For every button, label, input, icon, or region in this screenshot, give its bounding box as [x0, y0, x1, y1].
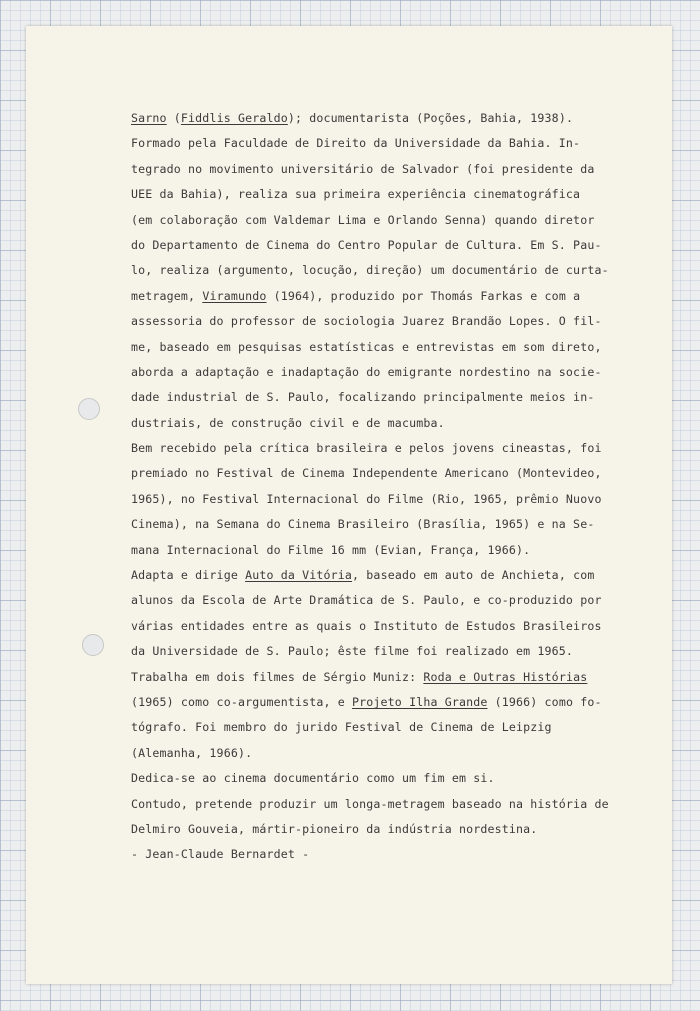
text-segment: , baseado em auto de Anchieta, com — [352, 568, 595, 583]
text-line — [131, 538, 651, 563]
text-segment: Cinema), na Semana do Cinema Brasileiro (Brasília, 1965) e na Se- — [131, 517, 595, 532]
text-line — [131, 360, 651, 385]
text-line — [131, 461, 651, 486]
text-segment: lo, realiza (argumento, locução, direção) um documentário de curta- — [131, 263, 609, 278]
underlined-title: Projeto Ilha Grande — [352, 694, 488, 709]
text-line — [131, 614, 651, 639]
text-line — [131, 436, 651, 461]
typewritten-text-body — [131, 106, 651, 868]
underlined-title: Auto da Vitória — [245, 568, 353, 583]
text-segment: Delmiro Gouveia, mártir-pioneiro da indústria nordestina. — [131, 821, 538, 836]
text-segment: Trabalha em dois filmes de Sérgio Muniz: — [131, 669, 424, 684]
text-line — [131, 258, 651, 283]
text-line — [131, 766, 651, 791]
text-segment: (1965) como co-argumentista, e — [131, 694, 353, 709]
punch-hole — [82, 634, 104, 656]
text-segment: Bem recebido pela crítica brasileira e pelos jovens cineastas, foi — [131, 441, 602, 456]
text-segment: (Alemanha, 1966). — [131, 745, 253, 760]
punch-hole — [78, 398, 100, 420]
text-line — [131, 690, 651, 715]
text-segment: mana Internacional do Filme 16 mm (Evian, França, 1966). — [131, 542, 531, 557]
text-line — [131, 208, 651, 233]
text-segment: dade industrial de S. Paulo, focalizando principalmente meios in- — [131, 390, 595, 405]
text-segment: (em colaboração com Valdemar Lima e Orlando Senna) quando diretor — [131, 212, 595, 227]
text-line — [131, 817, 651, 842]
text-line — [131, 487, 651, 512]
underlined-title: Sarno — [131, 111, 167, 125]
text-line — [131, 335, 651, 360]
text-line — [131, 131, 651, 156]
text-segment: ( — [166, 111, 181, 125]
text-segment: tógrafo. Foi membro do jurido Festival de Cinema de Leipzig — [131, 720, 552, 735]
text-segment: assessoria do professor de sociologia Juarez Brandão Lopes. O fil- — [131, 314, 602, 329]
text-segment: Dedica-se ao cinema documentário como um fim em si. — [131, 771, 495, 786]
text-line — [131, 309, 651, 334]
text-segment: tegrado no movimento universitário de Salvador (foi presidente da — [131, 161, 595, 176]
text-line — [131, 842, 651, 867]
text-segment: da Universidade de S. Paulo; êste filme foi realizado em 1965. — [131, 644, 574, 659]
text-segment: - Jean-Claude Bernardet - — [131, 847, 310, 862]
text-segment: Contudo, pretende produzir um longa-metragem baseado na história de — [131, 796, 609, 811]
text-line — [131, 157, 651, 182]
text-segment: aborda a adaptação e inadaptação do emigrante nordestino na socie- — [131, 364, 602, 379]
text-line — [131, 385, 651, 410]
text-line — [131, 284, 651, 309]
text-segment: do Departamento de Cinema do Centro Popular de Cultura. Em S. Pau- — [131, 237, 602, 252]
text-segment: Adapta e dirige — [131, 568, 246, 583]
text-segment: (1966) como fo- — [487, 694, 602, 709]
text-segment: metragem, — [131, 288, 203, 303]
text-segment: ); documentarista (Poções, Bahia, 1938). — [287, 111, 574, 125]
text-segment: Formado pela Faculdade de Direito da Universidade da Bahia. In- — [131, 136, 581, 151]
underlined-title: Fiddlis Geraldo — [180, 111, 288, 125]
text-line — [131, 106, 651, 131]
text-segment: várias entidades entre as quais o Instituto de Estudos Brasileiros — [131, 618, 602, 633]
text-line — [131, 233, 651, 258]
text-line — [131, 715, 651, 740]
text-line — [131, 411, 651, 436]
text-line — [131, 182, 651, 207]
text-segment: dustriais, de construção civil e de macumba. — [131, 415, 445, 430]
text-line — [131, 639, 651, 664]
text-line — [131, 792, 651, 817]
underlined-title: Roda e Outras Histórias — [423, 669, 588, 684]
text-line — [131, 741, 651, 766]
text-line — [131, 563, 651, 588]
text-line — [131, 512, 651, 537]
text-line — [131, 665, 651, 690]
text-line — [131, 588, 651, 613]
underlined-title: Viramundo — [202, 288, 267, 303]
text-segment: me, baseado em pesquisas estatísticas e entrevistas em som direto, — [131, 339, 602, 354]
text-segment: premiado no Festival de Cinema Independente Americano (Montevideo, — [131, 466, 602, 481]
text-segment: (1964), produzido por Thomás Farkas e com a — [266, 288, 581, 303]
text-segment: 1965), no Festival Internacional do Filme (Rio, 1965, prêmio Nuovo — [131, 491, 602, 506]
text-segment: UEE da Bahia), realiza sua primeira experiência cinematográfica — [131, 187, 581, 202]
text-segment: alunos da Escola de Arte Dramática de S. Paulo, e co-produzido por — [131, 593, 602, 608]
